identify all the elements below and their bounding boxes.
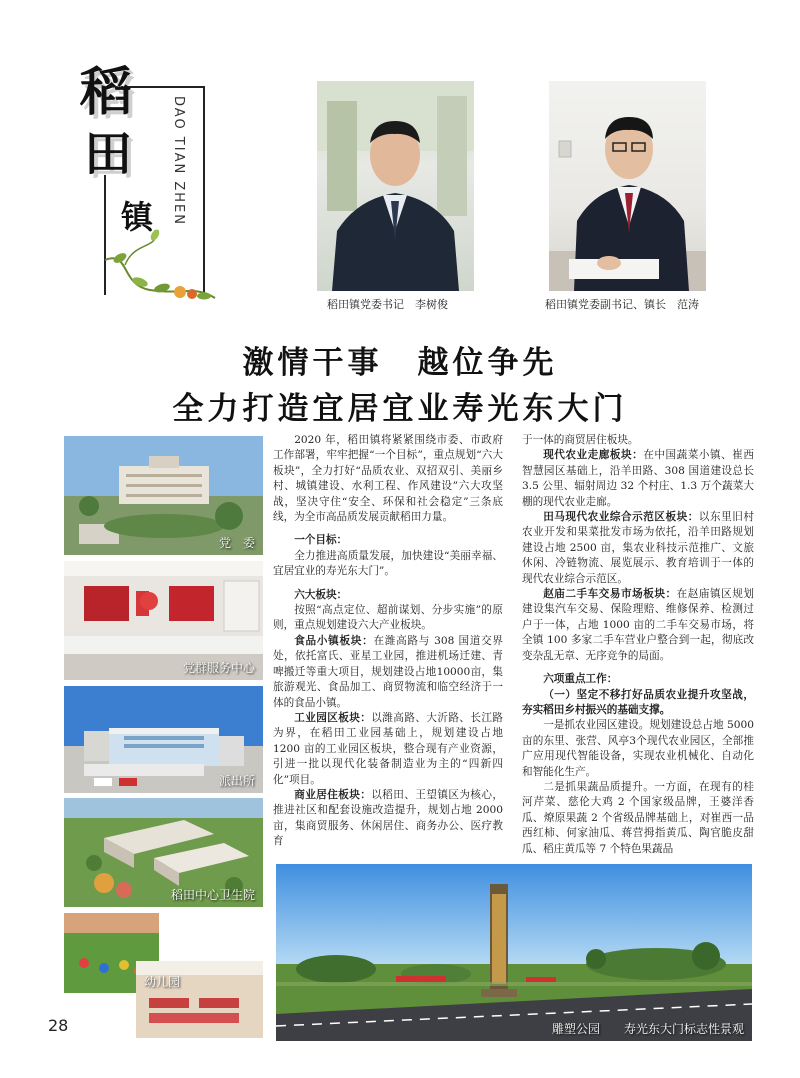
page-number: 28: [48, 1016, 69, 1035]
task-1-heading: （一）坚定不移打好品质农业提升攻坚战，夯实稻田乡村振兴的基础支撑。: [522, 688, 754, 716]
industrial-park-heading: 工业园区板块：: [294, 711, 372, 724]
body-column-1: [273, 433, 503, 850]
masthead-char-2: 田: [84, 126, 133, 182]
blocks-heading: 六大板块：: [294, 588, 348, 601]
goal-heading: 一个目标：: [294, 534, 348, 547]
portrait-town-mayor: [549, 81, 706, 291]
masthead-char-3: 镇: [121, 198, 154, 236]
portrait-party-secretary: [317, 81, 474, 291]
photo-sculpture-park: [276, 864, 752, 1041]
photo-label-kindergarten: 幼儿园: [144, 975, 181, 989]
photo-label-service-center: 党群服务中心: [182, 661, 255, 675]
headline-line-1: 激情干事 越位争先: [242, 345, 558, 381]
commerce-heading: 商业居住板块：: [294, 788, 372, 801]
task-1-paragraph-2: 二是抓果蔬品质提升。一方面，在现有的桂河芹菜、慈伦大鸡 2 个国家级品牌，王婆洋香瓜、燎原果蔬 2 个省级品牌基础上，对崔西一品西红柿、何家油瓜、蒋营拇指黄瓜、陶官脆皮甜瓜、稻庄黄瓜等 7 个特色果蔬品: [522, 780, 754, 855]
photo-label-police-station: 派出所: [218, 774, 255, 788]
portrait-caption-2: 稻田镇党委副书记、镇长 范涛: [545, 298, 699, 311]
commerce-text: 以稻田、王望镇区为核心，推进社区和配套设施改造提升，规划占地 2000 亩，集商贸服务、休闲居住、商务办公、医疗教育: [273, 788, 504, 848]
body-column-2: [522, 433, 754, 857]
photo-label-sculpture-park: 雕塑公园 寿光东大门标志性景观: [551, 1022, 744, 1036]
commerce-text-continued: 于一体的商贸居住板块。: [522, 434, 639, 446]
agri-corridor-heading: 现代农业走廊板块：: [543, 449, 644, 462]
agri-corridor-text: 在中国蔬菜小镇、崔西智慧园区基础上，沿羊田路、308 国道建设总长 3.5 公里、辐射周边 32 个村庄、1.3 万个蔬菜大棚的现代农业走廊。: [522, 449, 754, 508]
photo-label-party-committee: 党 委: [218, 536, 255, 550]
headline-line-2: 全力打造宜居宜业寿光东大门: [172, 391, 628, 427]
portrait-caption-1: 稻田镇党委书记 李树俊: [327, 298, 448, 311]
intro-paragraph: 2020 年，稻田镇将紧紧围绕市委、市政府工作部署，牢牢把握“一个目标”，重点规划“六大板块”，全力打好“品质农业、双招双引、美丽乡村、城镇建设、水利工程、作风建设”六大攻坚战，坚决守住“安全、环保和社会稳定”三条底线，为全市高品质发展贡献稻田力量。: [273, 434, 503, 524]
photo-health-center: [64, 798, 263, 907]
food-town-heading: 食品小镇板块：: [294, 634, 374, 647]
masthead-pinyin: DAO TIAN ZHEN: [171, 96, 186, 226]
zhaomiao-text: 在赵庙镇区规划建设集汽车交易、保险理赔、维修保养、检测过户于一体，占地 1000 亩的二手车交易市场，将全镇 100 多家二手车营业户整合到一起，彻底改变杂乱无章、无序竞争的局面。: [522, 588, 755, 662]
vine-decoration-icon: [100, 190, 220, 310]
tasks-heading: 六项重点工作：: [543, 673, 618, 686]
task-1-paragraph-1: 一是抓农业园区建设。规划建设总占地 5000亩的东里、张营、风亭3个现代农业园区，全部推广应用现代智能设备，实现农业机械化、自动化和智能化生产。: [522, 719, 754, 778]
masthead-char-1: 稻: [80, 63, 133, 123]
goal-text: 全力推进高质量发展，加快建设“美丽幸福、宜居宜业的寿光东大门”。: [273, 549, 503, 578]
photo-police-station: [64, 686, 263, 793]
tianma-heading: 田马现代农业综合示范区板块：: [543, 511, 699, 524]
photo-label-health-center: 稻田中心卫生院: [170, 888, 255, 902]
zhaomiao-heading: 赵庙二手车交易市场板块：: [543, 588, 677, 601]
photo-kindergarten: [64, 913, 263, 1038]
tianma-text: 以东里旧村农业开发和果菜批发市场为依托，沿羊田路规划建设占地 2500 亩，集农业科技示范推广、文旅休闲、冷链物流、展览展示、教育培训于一体的现代农业综合示范区。: [522, 511, 755, 585]
photo-service-center: [64, 561, 263, 680]
food-town-text: 在潍高路与 308 国道交界处，依托富氏、亚星工业园，推进机场迁建、青啤搬迁等重大项目，规划建设占地10000亩，集旅游观光、食品加工、商贸物流和临空经济于一体的食品小镇。: [273, 634, 503, 709]
photo-party-committee: [64, 436, 263, 555]
industrial-park-text: 以潍高路、大沂路、长江路为界，在稻田工业园基础上，规划建设占地 1200 亩的工业园区板块，整合现有产业资源，引进一批以现代化装备制造业为主的“四新四化”项目。: [273, 711, 504, 786]
blocks-text: 按照“高点定位、超前谋划、分步实施”的原则，重点规划建设六大产业板块。: [273, 604, 503, 632]
